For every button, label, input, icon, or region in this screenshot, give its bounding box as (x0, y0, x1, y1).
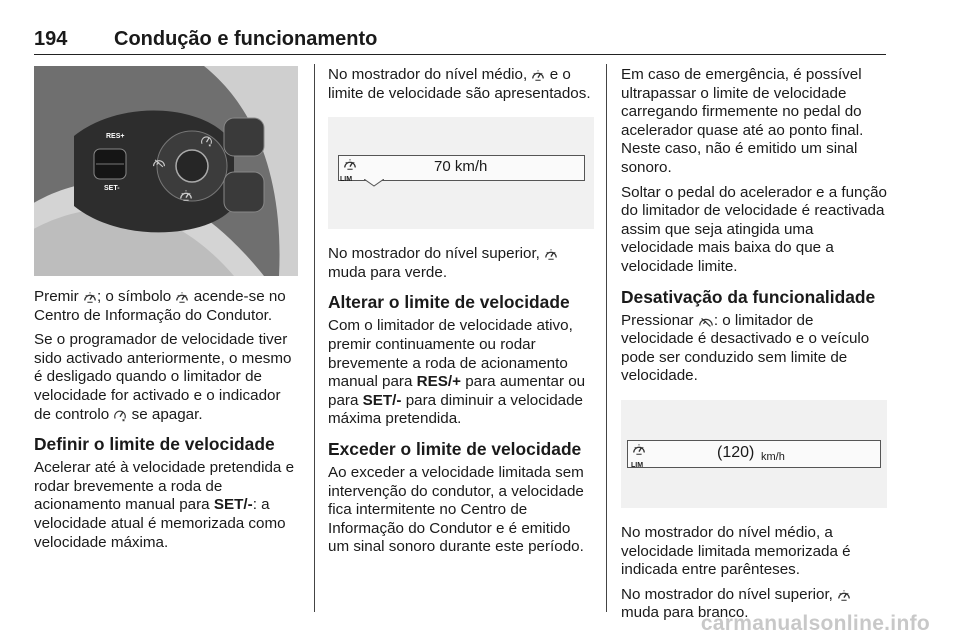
cruise-control-icon (113, 408, 127, 422)
memorized-speed-value: (120) (717, 443, 755, 461)
paragraph: Acelerar até à velocidade pretendida e rodar brevemente a roda de acionamento manual para SET/-: a velocidade atual é memorizada como velocidade máxima. (34, 459, 295, 551)
paragraph: No mostrador do nível médio, a velocidade limitada memorizada é indicada entre parênteses. (621, 523, 851, 579)
paragraph: Se o programador de velocidade tiver sido activado anteriormente, o mesmo é desligado quando o limitador de velocidade for activado e o indicador de controlo se apagar. (34, 331, 292, 423)
steering-wheel-controls-illustration (34, 66, 298, 276)
speed-limiter-icon (83, 290, 97, 304)
column-2 (328, 66, 594, 563)
mid-level-display-illustration (328, 117, 594, 229)
speed-limit-value: 70 km/h (434, 158, 488, 176)
memorized-limit-display-illustration (621, 400, 887, 508)
paragraph: No mostrador do nível superior, muda para verde. (328, 245, 594, 282)
speed-limiter-icon (837, 588, 851, 602)
paragraph: Com o limitador de velocidade ativo, premir continuamente ou rodar brevemente a roda de acionamento manual para RES/+ para aumentar ou para SET/- para diminuir a velocidade máxima pretendida. (328, 317, 586, 428)
cancel-icon (698, 316, 714, 328)
paragraph: No mostrador do nível superior, muda para branco. (621, 586, 887, 623)
speed-limiter-icon (531, 68, 545, 82)
section-heading: Alterar o limite de velocidade (328, 292, 570, 313)
paragraph: Ao exceder a velocidade limitada sem intervenção do condutor, a velocidade fica intermitente no Centro de Informação do Condutor e é emitido um sinal sonoro durante este período. (328, 463, 584, 556)
page-header (34, 22, 886, 55)
paragraph: Em caso de emergência, é possível ultrapassar o limite de velocidade carregando firmemente no pedal do acelerador quase até ao ponto final. Neste caso, não é emitido um sinal sonoro. (621, 66, 864, 176)
speed-limiter-icon (175, 290, 189, 304)
chapter-title: Condução e funcionamento (114, 28, 378, 50)
column-3 (621, 66, 887, 629)
speed-limiter-icon (629, 442, 649, 456)
section-heading: Desativação da funcionalidade (621, 286, 876, 307)
speed-limiter-icon (544, 247, 558, 261)
page-number: 194 (34, 28, 68, 50)
lim-label: LIM (631, 461, 644, 469)
column-1 (34, 66, 300, 558)
section-heading: Definir o limite de velocidade (34, 434, 275, 455)
pointer-notch (364, 179, 384, 187)
set-label: SET- (104, 185, 120, 192)
column-divider (314, 64, 315, 612)
paragraph: Premir ; o símbolo acende-se no Centro de Informação do Condutor. (34, 288, 286, 324)
lim-label: LIM (340, 176, 353, 184)
speed-limiter-icon (340, 157, 360, 171)
paragraph: Soltar o pedal do acelerador e a função do limitador de velocidade é reactivada assim que seja atingida uma velocidade mais baixa do que a velocidade limite. (621, 183, 887, 275)
res-label: RES+ (106, 133, 125, 140)
paragraph: No mostrador do nível médio, e o limite de velocidade são apresentados. (328, 66, 591, 102)
column-divider (606, 64, 607, 612)
paragraph: Pressionar : o limitador de velocidade é desactivado e o veículo pode ser conduzido sem limite de velocidade. (621, 311, 870, 385)
section-heading: Exceder o limite de velocidade (328, 438, 582, 459)
watermark: carmanualsonline.info (700, 612, 930, 635)
speed-unit: km/h (761, 450, 785, 463)
